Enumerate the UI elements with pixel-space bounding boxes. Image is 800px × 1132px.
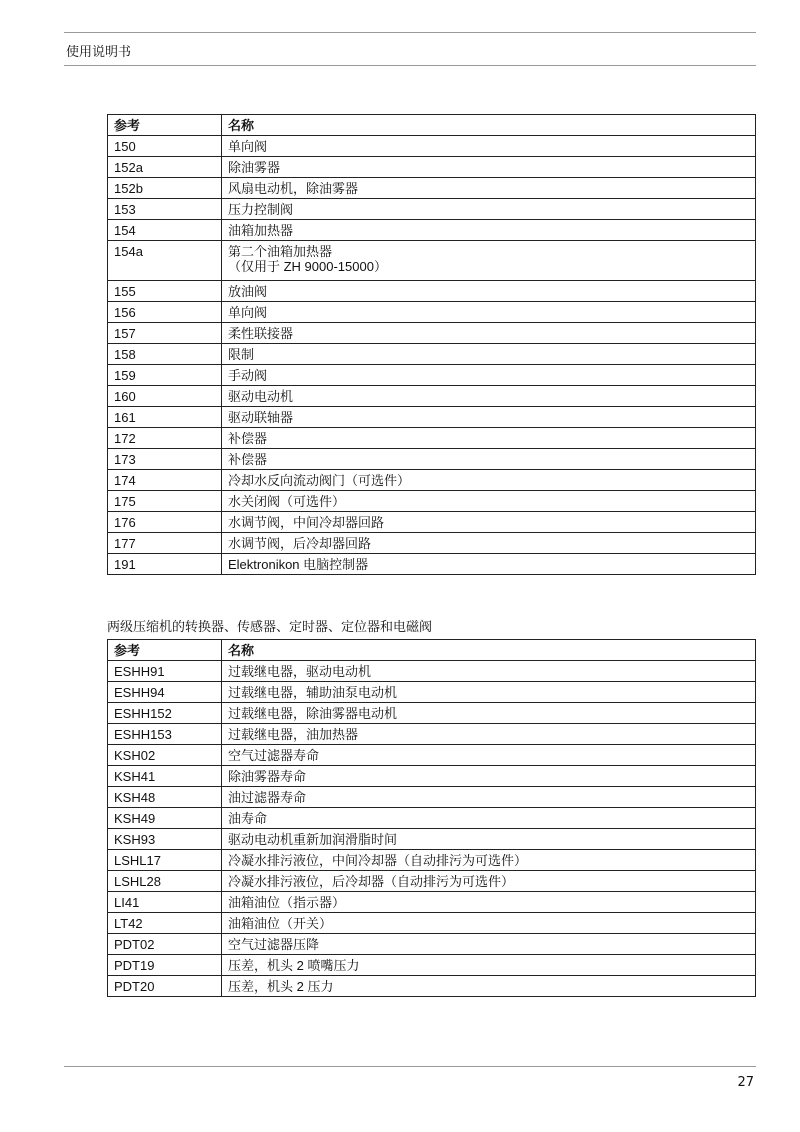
table-row bbox=[108, 407, 756, 428]
cell-reference: 154 bbox=[108, 220, 222, 241]
cell-name: 驱动电动机 bbox=[222, 386, 756, 407]
cell-name: 油箱油位（开关） bbox=[222, 913, 756, 934]
cell-reference: ESHH152 bbox=[108, 703, 222, 724]
cell-reference: 154a bbox=[108, 241, 222, 281]
cell-reference: KSH93 bbox=[108, 829, 222, 850]
table-body bbox=[108, 661, 756, 997]
table-row bbox=[108, 661, 756, 682]
cell-name: 柔性联接器 bbox=[222, 323, 756, 344]
table-row bbox=[108, 199, 756, 220]
table-row bbox=[108, 365, 756, 386]
cell-reference: KSH02 bbox=[108, 745, 222, 766]
cell-reference: 155 bbox=[108, 281, 222, 302]
cell-reference: 175 bbox=[108, 491, 222, 512]
table-row bbox=[108, 766, 756, 787]
cell-name: 冷凝水排污液位，中间冷却器（自动排污为可选件） bbox=[222, 850, 756, 871]
table-row bbox=[108, 892, 756, 913]
table-row bbox=[108, 512, 756, 533]
cell-reference: PDT20 bbox=[108, 976, 222, 997]
cell-reference: 160 bbox=[108, 386, 222, 407]
cell-reference: KSH41 bbox=[108, 766, 222, 787]
cell-name: 过载继电器，除油雾器电动机 bbox=[222, 703, 756, 724]
table-row bbox=[108, 157, 756, 178]
table-row bbox=[108, 829, 756, 850]
cell-reference: ESHH94 bbox=[108, 682, 222, 703]
cell-name: 压力控制阀 bbox=[222, 199, 756, 220]
cell-reference: 152b bbox=[108, 178, 222, 199]
cell-name: 油箱油位（指示器） bbox=[222, 892, 756, 913]
cell-name: Elektronikon 电脑控制器 bbox=[222, 554, 756, 575]
cell-reference: 161 bbox=[108, 407, 222, 428]
cell-reference: LI41 bbox=[108, 892, 222, 913]
cell-reference: 150 bbox=[108, 136, 222, 157]
cell-reference: KSH49 bbox=[108, 808, 222, 829]
cell-reference: 176 bbox=[108, 512, 222, 533]
cell-name: 过载继电器，辅助油泵电动机 bbox=[222, 682, 756, 703]
column-header-name: 名称 bbox=[222, 115, 756, 136]
table-row bbox=[108, 323, 756, 344]
cell-name: 除油雾器寿命 bbox=[222, 766, 756, 787]
cell-name: 水调节阀，中间冷却器回路 bbox=[222, 512, 756, 533]
table-row bbox=[108, 787, 756, 808]
table-row bbox=[108, 344, 756, 365]
table-row bbox=[108, 682, 756, 703]
cell-reference: ESHH91 bbox=[108, 661, 222, 682]
cell-name: 压差，机头 2 压力 bbox=[222, 976, 756, 997]
cell-name: 手动阀 bbox=[222, 365, 756, 386]
table-row bbox=[108, 934, 756, 955]
cell-name: 过载继电器，驱动电动机 bbox=[222, 661, 756, 682]
cell-name: 单向阀 bbox=[222, 302, 756, 323]
cell-name: 油箱加热器 bbox=[222, 220, 756, 241]
table-body bbox=[108, 136, 756, 575]
cell-name: 过载继电器，油加热器 bbox=[222, 724, 756, 745]
table-row bbox=[108, 808, 756, 829]
table-row bbox=[108, 241, 756, 281]
table-row bbox=[108, 491, 756, 512]
reference-table-components bbox=[107, 114, 756, 575]
cell-reference: 191 bbox=[108, 554, 222, 575]
cell-name-line: 第二个油箱加热器 bbox=[228, 244, 333, 259]
table-row bbox=[108, 136, 756, 157]
table-row bbox=[108, 703, 756, 724]
cell-name: 油寿命 bbox=[222, 808, 756, 829]
table-row bbox=[108, 554, 756, 575]
cell-reference: 159 bbox=[108, 365, 222, 386]
header-rule-bottom bbox=[64, 65, 756, 66]
cell-reference: LSHL17 bbox=[108, 850, 222, 871]
cell-reference: LT42 bbox=[108, 913, 222, 934]
table-row bbox=[108, 533, 756, 554]
cell-name: 水调节阀，后冷却器回路 bbox=[222, 533, 756, 554]
table-row bbox=[108, 449, 756, 470]
table-row bbox=[108, 724, 756, 745]
table-row bbox=[108, 428, 756, 449]
cell-name: 水关闭阀（可选件） bbox=[222, 491, 756, 512]
cell-reference: 177 bbox=[108, 533, 222, 554]
cell-reference: PDT19 bbox=[108, 955, 222, 976]
cell-name: 油过滤器寿命 bbox=[222, 787, 756, 808]
cell-name: 限制 bbox=[222, 344, 756, 365]
header-rule-top bbox=[64, 32, 756, 33]
table-row bbox=[108, 976, 756, 997]
cell-name bbox=[222, 241, 756, 281]
page-number: 27 bbox=[737, 1075, 754, 1090]
table-row bbox=[108, 386, 756, 407]
cell-name: 补偿器 bbox=[222, 449, 756, 470]
table-row bbox=[108, 745, 756, 766]
cell-reference: 158 bbox=[108, 344, 222, 365]
cell-name: 除油雾器 bbox=[222, 157, 756, 178]
cell-name: 空气过滤器压降 bbox=[222, 934, 756, 955]
cell-reference: 157 bbox=[108, 323, 222, 344]
cell-name: 压差，机头 2 喷嘴压力 bbox=[222, 955, 756, 976]
cell-name: 单向阀 bbox=[222, 136, 756, 157]
section-caption: 两级压缩机的转换器、传感器、定时器、定位器和电磁阀 bbox=[107, 620, 433, 635]
column-header-name: 名称 bbox=[222, 640, 756, 661]
cell-name: 驱动联轴器 bbox=[222, 407, 756, 428]
footer-rule bbox=[64, 1066, 756, 1067]
table-row bbox=[108, 281, 756, 302]
table-row bbox=[108, 871, 756, 892]
table-row bbox=[108, 220, 756, 241]
cell-name: 驱动电动机重新加润滑脂时间 bbox=[222, 829, 756, 850]
cell-name: 补偿器 bbox=[222, 428, 756, 449]
reference-table-sensors bbox=[107, 639, 756, 997]
table-header-row bbox=[108, 115, 756, 136]
table-row bbox=[108, 850, 756, 871]
cell-reference: PDT02 bbox=[108, 934, 222, 955]
cell-reference: 156 bbox=[108, 302, 222, 323]
cell-reference: 173 bbox=[108, 449, 222, 470]
cell-name: 冷却水反向流动阀门（可选件） bbox=[222, 470, 756, 491]
table-header-row bbox=[108, 640, 756, 661]
table-row bbox=[108, 470, 756, 491]
cell-reference: 152a bbox=[108, 157, 222, 178]
cell-reference: 172 bbox=[108, 428, 222, 449]
cell-name: 风扇电动机，除油雾器 bbox=[222, 178, 756, 199]
cell-name: 放油阀 bbox=[222, 281, 756, 302]
column-header-reference: 参考 bbox=[108, 640, 222, 661]
cell-reference: 153 bbox=[108, 199, 222, 220]
cell-reference: ESHH153 bbox=[108, 724, 222, 745]
header-title: 使用说明书 bbox=[66, 45, 132, 60]
cell-reference: KSH48 bbox=[108, 787, 222, 808]
table-row bbox=[108, 955, 756, 976]
cell-name: 冷凝水排污液位，后冷却器（自动排污为可选件） bbox=[222, 871, 756, 892]
cell-reference: 174 bbox=[108, 470, 222, 491]
table-row bbox=[108, 302, 756, 323]
column-header-reference: 参考 bbox=[108, 115, 222, 136]
cell-name-line: （仅用于 ZH 9000-15000） bbox=[228, 259, 387, 274]
table-row bbox=[108, 178, 756, 199]
cell-name: 空气过滤器寿命 bbox=[222, 745, 756, 766]
cell-reference: LSHL28 bbox=[108, 871, 222, 892]
table-row bbox=[108, 913, 756, 934]
